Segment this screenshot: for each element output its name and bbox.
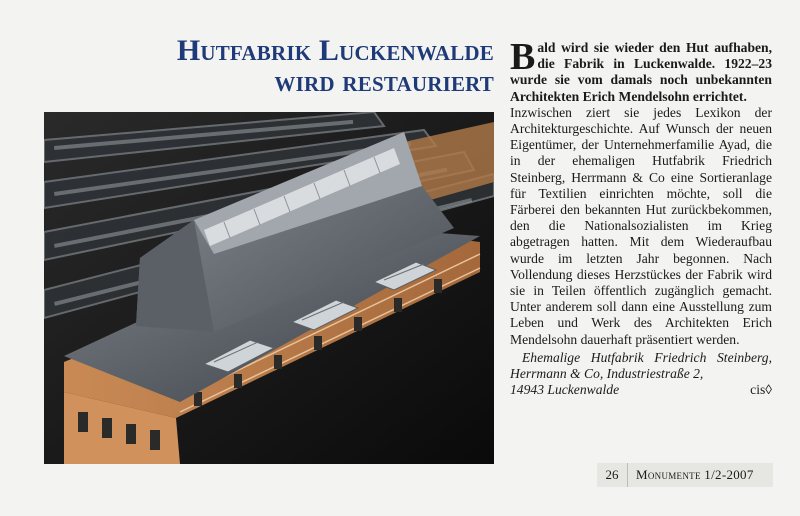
photo-caption-address bbox=[510, 382, 772, 398]
author-signature: cis◊ bbox=[750, 382, 772, 398]
photo-caption: Ehemalige Hutfabrik Friedrich Steinberg, Herrmann & Co, Industriestraße 2, bbox=[510, 349, 772, 382]
article bbox=[510, 36, 772, 398]
headline-line-1: Hutfabrik Luckenwalde bbox=[176, 34, 494, 67]
magazine-issue: Monumente 1/2-2007 bbox=[636, 467, 754, 482]
headline bbox=[34, 36, 494, 97]
page-number: 26 bbox=[597, 463, 628, 487]
headline-line-2: wird restauriert bbox=[274, 64, 494, 98]
caption-postcode-city: 14943 Luckenwalde bbox=[510, 382, 620, 398]
page-footer bbox=[597, 463, 773, 487]
article-lead bbox=[510, 36, 772, 105]
factory-model-photo bbox=[44, 112, 494, 464]
drop-cap: B bbox=[510, 36, 536, 78]
factory-model-illustration bbox=[44, 112, 494, 464]
article-body: Inzwischen ziert sie jedes Lexikon der Architekturgeschichte. Auf Wunsch der neuen Eigentümer, der Unternehmerfamilie Ayad, die in der ehemaligen Hutfabrik Friedrich Steinberg, Herrmann & Co eine Sortieranlage für Textilien einrichten möchte, soll die Färberei den bekannten Hut zurückbekommen, den die Nationalsozialisten im Krieg abgetragen hatten. Mit dem Wiederaufbau wurde im letzten Jahr begonnen. Nach Vollendung dieses Herzstückes der Fabrik wird sie in Teilen öffentlich zugänglich gemacht. Unter anderem soll dann eine Ausstellung zum Leben und Werk des Architekten Erich Mendelsohn dauerhaft präsentiert werden. bbox=[510, 104, 772, 347]
lead-text: ald wird sie wieder den Hut aufhaben, die Fabrik in Luckenwalde. 1922–23 wurde sie vom damals noch unbekannten Architekten Erich Mendelsohn errichtet. bbox=[510, 40, 772, 104]
